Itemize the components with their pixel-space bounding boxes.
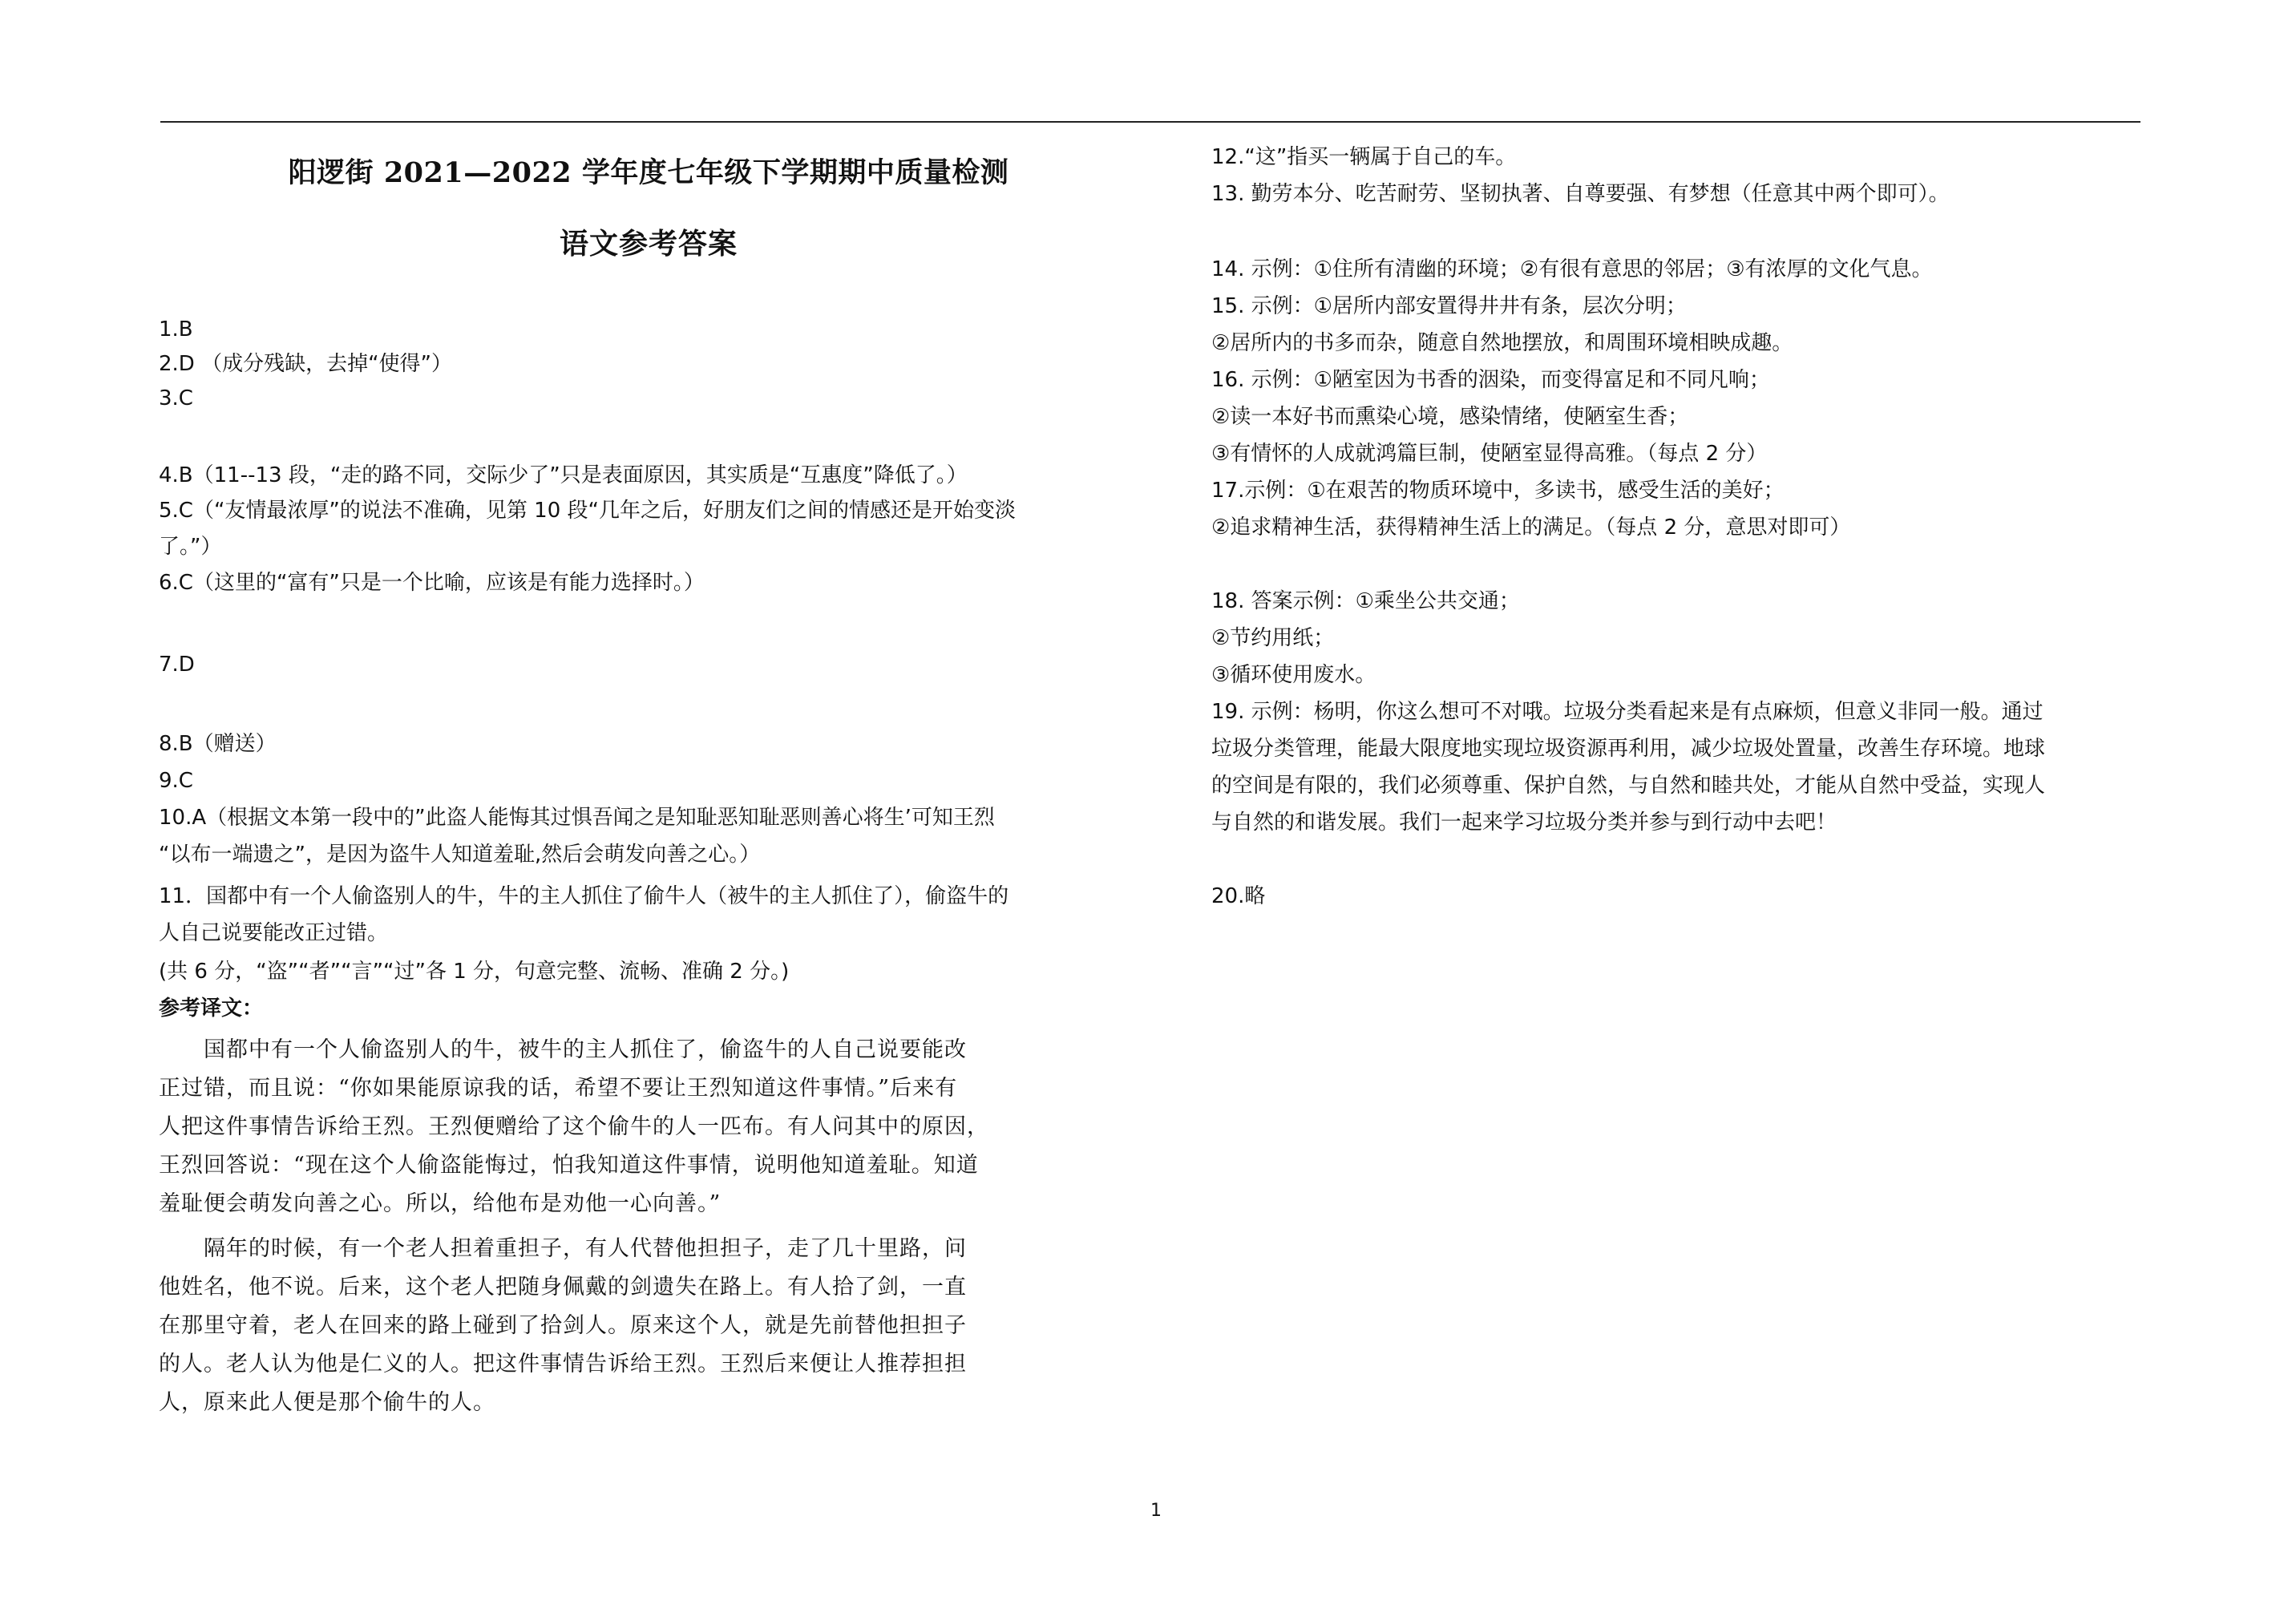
answer-6: 6.C（这里的“富有”只是一个比喻，应该是有能力选择时。） bbox=[159, 571, 705, 595]
document-subtitle: 语文参考答案 bbox=[559, 227, 738, 261]
answer-16-line-3: ③有情怀的人成就鸿篇巨制，使陋室显得高雅。（每点 2 分） bbox=[1211, 442, 1768, 466]
page-number: 1 bbox=[1150, 1501, 1162, 1521]
answer-4: 4.B（11--13 段，“走的路不同，交际少了”只是表面原因，其实质是“互惠度”降低了。） bbox=[159, 463, 968, 487]
answer-13: 13. 勤劳本分、吃苦耐劳、坚韧执著、自尊要强、有梦想（任意其中两个即可）。 bbox=[1211, 182, 1950, 206]
translation-line: 人把这件事情告诉给王烈。王烈便赠给了这个偷牛的人一匹布。有人问其中的原因， bbox=[159, 1114, 989, 1139]
answer-5-line-1: 5.C（“友情最浓厚”的说法不准确，见第 10 段“几年之后，好朋友们之间的情感还是开始变淡 bbox=[159, 499, 1016, 523]
answer-7: 7.D bbox=[159, 653, 195, 677]
answer-19-line-1: 19. 示例：杨明，你这么想可不对哦。垃圾分类看起来是有点麻烦，但意义非同一般。通过 bbox=[1211, 700, 2043, 724]
answer-11-scoring: (共 6 分，“盗”“者”“言”“过”各 1 分，句意完整、流畅、准确 2 分。) bbox=[159, 960, 790, 984]
answer-2: 2.D （成分残缺，去掉“使得”） bbox=[159, 352, 453, 376]
translation-line: 人，原来此人便是那个偷牛的人。 bbox=[159, 1390, 495, 1415]
answer-15-line-2: ②居所内的书多而杂，随意自然地摆放，和周围环境相映成趣。 bbox=[1211, 331, 1793, 355]
answer-3: 3.C bbox=[159, 386, 193, 410]
answer-1: 1.B bbox=[159, 317, 193, 342]
reference-translation-label: 参考译文： bbox=[159, 996, 264, 1021]
answer-19-line-2: 垃圾分类管理，能最大限度地实现垃圾资源再利用，减少垃圾处置量，改善生存环境。地球 bbox=[1211, 737, 2046, 761]
answer-8: 8.B（赠送） bbox=[159, 732, 277, 756]
answer-12: 12.“这”指买一辆属于自己的车。 bbox=[1211, 145, 1517, 169]
answer-15-line-1: 15. 示例：①居所内部安置得井井有条，层次分明； bbox=[1211, 294, 1687, 318]
translation-line: 他姓名，他不说。后来，这个老人把随身佩戴的剑遗失在路上。有人拾了剑，一直 bbox=[159, 1275, 967, 1300]
translation-line: 王烈回答说：“现在这个人偷盗能悔过，怕我知道这件事情，说明他知道羞耻。知道 bbox=[159, 1153, 979, 1178]
answer-20: 20.略 bbox=[1211, 884, 1266, 908]
answer-18-line-2: ②节约用纸； bbox=[1211, 626, 1335, 650]
answer-10-line-2: “以布一端遗之”，是因为盗牛人知道羞耻,然后会萌发向善之心。） bbox=[159, 843, 761, 867]
translation-line: 的人。老人认为他是仁义的人。把这件事情告诉给王烈。王烈后来便让人推荐担担 bbox=[159, 1352, 967, 1376]
answer-19-line-4: 与自然的和谐发展。我们一起来学习垃圾分类并参与到行动中去吧！ bbox=[1211, 810, 1837, 835]
answer-18-line-1: 18. 答案示例：①乘坐公共交通； bbox=[1211, 589, 1520, 613]
answer-5-line-2: 了。”） bbox=[159, 535, 222, 559]
translation-line: 羞耻便会萌发向善之心。所以，给他布是劝他一心向善。” bbox=[159, 1191, 722, 1216]
answer-9: 9.C bbox=[159, 769, 193, 793]
answer-10-line-1: 10.A（根据文本第一段中的”此盗人能悔其过惧吾闻之是知耻恶知耻恶则善心将生’可知王烈 bbox=[159, 806, 995, 830]
answer-14: 14. 示例：①住所有清幽的环境；②有很有意思的邻居；③有浓厚的文化气息。 bbox=[1211, 257, 1933, 281]
answer-17-line-1: 17.示例：①在艰苦的物质环境中，多读书，感受生活的美好； bbox=[1211, 479, 1785, 503]
document-title: 阳逻街 2021—2022 学年度七年级下学期期中质量检测 bbox=[288, 156, 1009, 189]
answer-16-line-1: 16. 示例：①陋室因为书香的洇染，而变得富足和不同凡响； bbox=[1211, 368, 1770, 392]
translation-line: 正过错，而且说：“你如果能原谅我的话，希望不要让王烈知道这件事情。”后来有 bbox=[159, 1076, 958, 1101]
translation-line: 国都中有一个人偷盗别人的牛，被牛的主人抓住了，偷盗牛的人自己说要能改 bbox=[159, 1037, 967, 1062]
answer-17-line-2: ②追求精神生活，获得精神生活上的满足。（每点 2 分，意思对即可） bbox=[1211, 515, 1851, 540]
answer-16-line-2: ②读一本好书而熏染心境，感染情绪，使陋室生香； bbox=[1211, 405, 1689, 429]
answer-19-line-3: 的空间是有限的，我们必须尊重、保护自然，与自然和睦共处，才能从自然中受益，实现人 bbox=[1211, 774, 2046, 798]
answer-11-line-1: 11．国都中有一个人偷盗别人的牛，牛的主人抓住了偷牛人（被牛的主人抓住了），偷盗牛的 bbox=[159, 884, 1009, 908]
translation-line: 隔年的时候，有一个老人担着重担子，有人代替他担担子，走了几十里路，问 bbox=[159, 1236, 967, 1261]
top-rule bbox=[160, 121, 2140, 123]
translation-line: 在那里守着，老人在回来的路上碰到了拾剑人。原来这个人，就是先前替他担担子 bbox=[159, 1313, 967, 1338]
answer-11-line-2: 人自己说要能改正过错。 bbox=[159, 921, 389, 945]
answer-18-line-3: ③循环使用废水。 bbox=[1211, 663, 1376, 687]
